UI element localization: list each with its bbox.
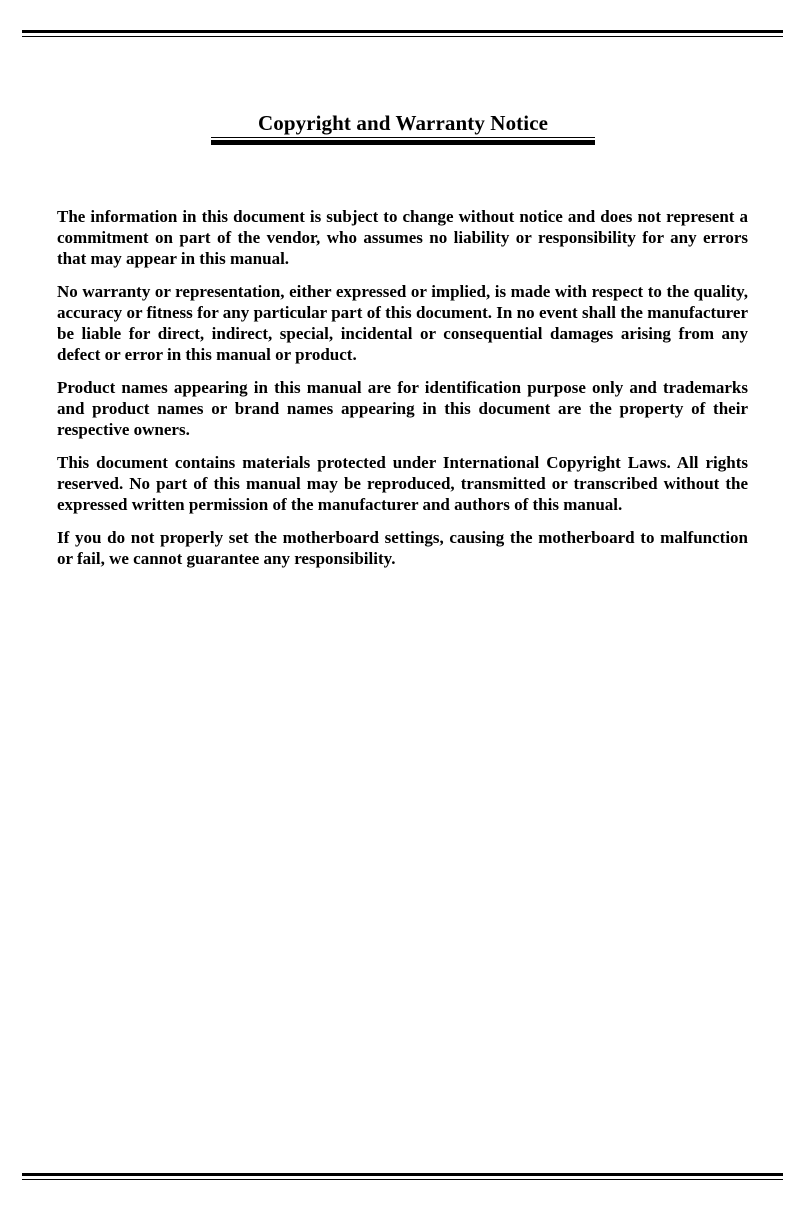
paragraph-no-warranty: No warranty or representation, either expressed or implied, is made with respect to the quality, accuracy or fitness for any particular part of this document. In no event shall the manufacturer be liable for direct, indirect, special, incidental or consequential damages arising from any defect or error in this manual or product. xyxy=(57,282,748,364)
header-rule-thin xyxy=(22,36,783,37)
title-underline xyxy=(211,137,595,145)
top-header-rule xyxy=(22,30,783,37)
title-underline-thin xyxy=(211,137,595,138)
footer-rule-thin xyxy=(22,1179,783,1180)
paragraph-copyright: This document contains materials protected under International Copyright Laws. All rights reserved. No part of this manual may be reproduced, transmitted or transcribed without the expressed written permission of the manufacturer and authors of this manual. xyxy=(57,453,748,514)
paragraph-trademarks: Product names appearing in this manual are for identification purpose only and trademarks and product names or brand names appearing in this document are the property of their respective owners. xyxy=(57,378,748,439)
footer-rule-thick xyxy=(22,1173,783,1176)
bottom-footer-rule xyxy=(22,1173,783,1180)
title-underline-thick xyxy=(211,140,595,145)
header-rule-thick xyxy=(22,30,783,33)
page-title: Copyright and Warranty Notice xyxy=(257,111,549,135)
paragraph-responsibility: If you do not properly set the motherboard settings, causing the motherboard to malfunction or fail, we cannot guarantee any responsibility. xyxy=(57,528,748,568)
notice-body xyxy=(57,206,748,581)
paragraph-change-notice: The information in this document is subject to change without notice and does not represent a commitment on part of the vendor, who assumes no liability or responsibility for any errors that may appear in this manual. xyxy=(57,207,748,268)
title-block xyxy=(211,110,595,145)
